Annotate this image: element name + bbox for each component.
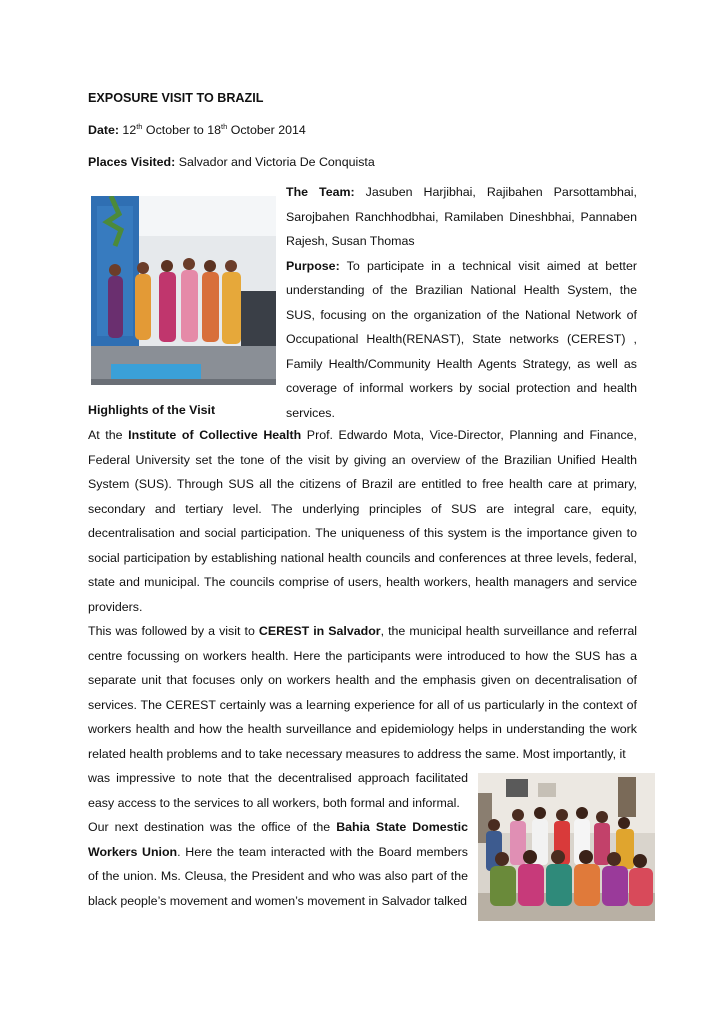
date-label: Date:	[88, 123, 119, 137]
para3-bold: Bahia State Domestic Workers Union	[88, 820, 468, 859]
para3-pre: Our next destination was the office of the	[88, 820, 337, 834]
para2-bold: CEREST in Salvador	[258, 624, 381, 638]
purpose-label: Purpose:	[286, 258, 340, 273]
institute-paragraph	[88, 423, 637, 619]
document-title: EXPOSURE VISIT TO BRAZIL	[88, 91, 264, 105]
group-photo-icon	[91, 196, 276, 385]
para3-post: . Here the team interacted with the Board members of the union. Ms. Cleusa, the President and who was also part of the black people’s movement and women’s movement in Salvador talked	[88, 844, 468, 908]
team-value: Jasuben Harjibhai, Rajibahen Parsottambhai, Sarojbahen Ranchhodbhai, Ramilaben Dineshbhai, Pannaben Rajesh, Susan Thomas	[286, 185, 638, 248]
team-photo	[91, 196, 276, 385]
para2-narrow: was impressive to note that the decentralised approach facilitated easy access to the services to all workers, both formal and informal.	[88, 771, 468, 810]
para1-pre: At the	[88, 428, 129, 442]
date-sup1: th	[136, 121, 143, 131]
date-sup2: th	[221, 121, 228, 131]
para2-post: , the municipal health surveillance and referral centre focussing on workers health. Here the participants were introduced to how the SUS has a separate unit that focuses only on workers health and the emphasis given on decentralisation of services. The CEREST certainly was a learning experience for all of us particularly in the context of workers health and how the health surveillance and epidemiology helps in understanding the work related health problems and to take necessary measures to address the same. Most importantly, it	[88, 624, 637, 761]
union-paragraph	[88, 815, 468, 913]
purpose-value: To participate in a technical visit aimed at better understanding of the Brazilian National Health System, the SUS, focusing on the organization of the National Network of Occupational Health(RENAST), State networks (CEREST) , Family Health/Community Health Agents Strategy, as well as coverage of informal workers by social protection and health services.	[286, 258, 637, 420]
date-day1: 12	[118, 123, 137, 137]
places-value: Salvador and Victoria De Conquista	[175, 155, 375, 169]
para2-pre: This was followed by a visit to	[88, 624, 259, 638]
group-photo-icon	[478, 773, 655, 921]
para1-bold: Institute of Collective Health	[128, 428, 302, 442]
places-line	[88, 150, 375, 175]
team-label: The Team:	[286, 185, 355, 199]
date-line	[88, 118, 306, 143]
date-mid: October to 18	[142, 123, 222, 137]
union-photo	[478, 773, 655, 921]
team-and-purpose	[286, 180, 637, 425]
places-label: Places Visited:	[88, 155, 176, 169]
para2-wide	[88, 619, 637, 766]
highlights-heading: Highlights of the Visit	[88, 403, 216, 417]
date-end: October 2014	[227, 123, 306, 137]
para1-post: Prof. Edwardo Mota, Vice-Director, Planning and Finance, Federal University set the tone of the visit by giving an overview of the Brazilian Unified Health System (SUS). Through SUS all the citizens of Brazil are entitled to free health care at primary, secondary and tertiary level. The underlying principles of SUS are integral care, equity, decentralisation and social participation. The uniqueness of this system is the importance given to social participation by establishing national health councils and conferences at three levels, federal, state and municipal. The councils comprise of users, health workers, health managers and service providers.	[88, 428, 637, 614]
